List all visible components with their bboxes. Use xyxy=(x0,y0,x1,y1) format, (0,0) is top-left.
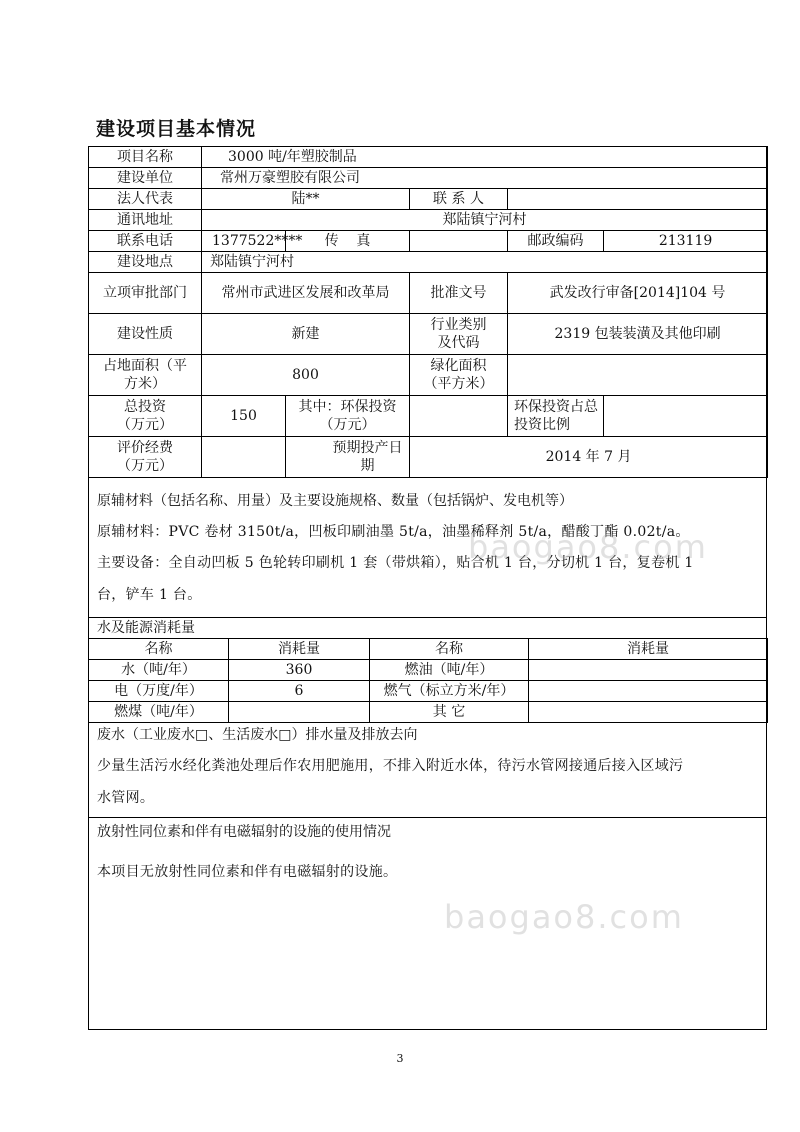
wastewater-heading: 废水（工业废水□、生活废水□）排水量及排放去向 xyxy=(97,727,418,743)
project-name-value: 3000 吨/年塑胶制品 xyxy=(202,147,768,168)
start-value: 2014 年 7 月 xyxy=(410,437,768,478)
basic-info-table xyxy=(88,146,768,478)
nature-value: 新建 xyxy=(202,314,410,355)
address-value: 郑陆镇宁河村 xyxy=(202,210,768,231)
energy-row-value xyxy=(529,702,768,723)
energy-row-name: 燃油（吨/年） xyxy=(370,660,529,681)
approval-no-label: 批准文号 xyxy=(410,273,508,314)
energy-row-name: 其 它 xyxy=(370,702,529,723)
energy-row-name: 燃气（标立方米/年） xyxy=(370,681,529,702)
project-name-label: 项目名称 xyxy=(89,147,202,168)
energy-row-name: 燃煤（吨/年） xyxy=(89,702,229,723)
energy-col-name: 名称 xyxy=(89,639,229,660)
address-label: 通讯地址 xyxy=(89,210,202,231)
fax-label: 传 真 xyxy=(286,231,410,252)
legal-rep-value: 陆** xyxy=(202,189,410,210)
energy-col-use-2: 消耗量 xyxy=(529,639,768,660)
invest-label: 总投资（万元） xyxy=(89,396,202,437)
eval-fee-label: 评价经费（万元） xyxy=(89,437,202,478)
phone-value: 1377522**** xyxy=(202,231,286,252)
env-ratio-value xyxy=(604,396,768,437)
area-value: 800 xyxy=(202,355,410,396)
env-invest-value xyxy=(410,396,508,437)
approval-no-value: 武发改行审备[2014]104 号 xyxy=(508,273,768,314)
eval-fee-value xyxy=(202,437,286,478)
contact-label: 联 系 人 xyxy=(410,189,508,210)
area-label: 占地面积（平方米） xyxy=(89,355,202,396)
energy-table xyxy=(88,638,768,723)
energy-row-value xyxy=(529,681,768,702)
energy-row-value xyxy=(229,702,370,723)
energy-row-value: 360 xyxy=(229,660,370,681)
energy-col-use: 消耗量 xyxy=(229,639,370,660)
approval-dept-value: 常州市武进区发展和改革局 xyxy=(202,273,410,314)
wastewater-line-cont: 水管网。 xyxy=(97,790,155,806)
fax-value xyxy=(410,231,508,252)
radiation-text: 本项目无放射性同位素和伴有电磁辐射的设施。 xyxy=(97,864,398,880)
contact-value xyxy=(508,189,768,210)
watermark: baogao8.com xyxy=(444,898,684,936)
energy-heading: 水及能源消耗量 xyxy=(97,620,195,636)
energy-row-name: 水（吨/年） xyxy=(89,660,229,681)
start-label: 预期投产日期 xyxy=(286,437,410,478)
wastewater-line: 少量生活污水经化粪池处理后作农用肥施用，不排入附近水体，待污水管网接通后接入区域污 xyxy=(97,758,684,774)
equipment-line: 主要设备：全自动凹板 5 色轮转印刷机 1 套（带烘箱），贴合机 1 台，分切机 1 台，复卷机 1 xyxy=(97,555,694,571)
radiation-heading: 放射性同位素和伴有电磁辐射的设施的使用情况 xyxy=(97,824,391,840)
env-ratio-label: 环保投资占总投资比例 xyxy=(508,396,604,437)
industry-value: 2319 包装装潢及其他印刷 xyxy=(508,314,768,355)
phone-label: 联系电话 xyxy=(89,231,202,252)
materials-line: 原辅材料：PVC 卷材 3150t/a，凹板印刷油墨 5t/a，油墨稀释剂 5t/a，醋酸丁酯 0.02t/a。 xyxy=(97,524,690,540)
postcode-value: 213119 xyxy=(604,231,768,252)
energy-row-value xyxy=(529,660,768,681)
site-label: 建设地点 xyxy=(89,252,202,273)
invest-value: 150 xyxy=(202,396,286,437)
approval-dept-label: 立项审批部门 xyxy=(89,273,202,314)
energy-row-name: 电（万度/年） xyxy=(89,681,229,702)
energy-row-value: 6 xyxy=(229,681,370,702)
legal-rep-label: 法人代表 xyxy=(89,189,202,210)
divider xyxy=(88,617,766,618)
builder-value: 常州万豪塑胶有限公司 xyxy=(202,168,768,189)
watermark: baogao8.com xyxy=(468,528,708,566)
materials-heading: 原辅材料（包括名称、用量）及主要设施规格、数量（包括锅炉、发电机等） xyxy=(97,493,573,509)
page-number: 3 xyxy=(396,1052,404,1065)
green-label: 绿化面积（平方米） xyxy=(410,355,508,396)
env-invest-label: 其中：环保投资（万元） xyxy=(286,396,410,437)
page-title: 建设项目基本情况 xyxy=(96,118,257,140)
site-value: 郑陆镇宁河村 xyxy=(202,252,768,273)
green-value xyxy=(508,355,768,396)
energy-col-name-2: 名称 xyxy=(370,639,529,660)
divider xyxy=(88,817,766,818)
builder-label: 建设单位 xyxy=(89,168,202,189)
industry-label: 行业类别及代码 xyxy=(410,314,508,355)
equipment-line-cont: 台，铲车 1 台。 xyxy=(97,587,202,603)
nature-label: 建设性质 xyxy=(89,314,202,355)
postcode-label: 邮政编码 xyxy=(508,231,604,252)
